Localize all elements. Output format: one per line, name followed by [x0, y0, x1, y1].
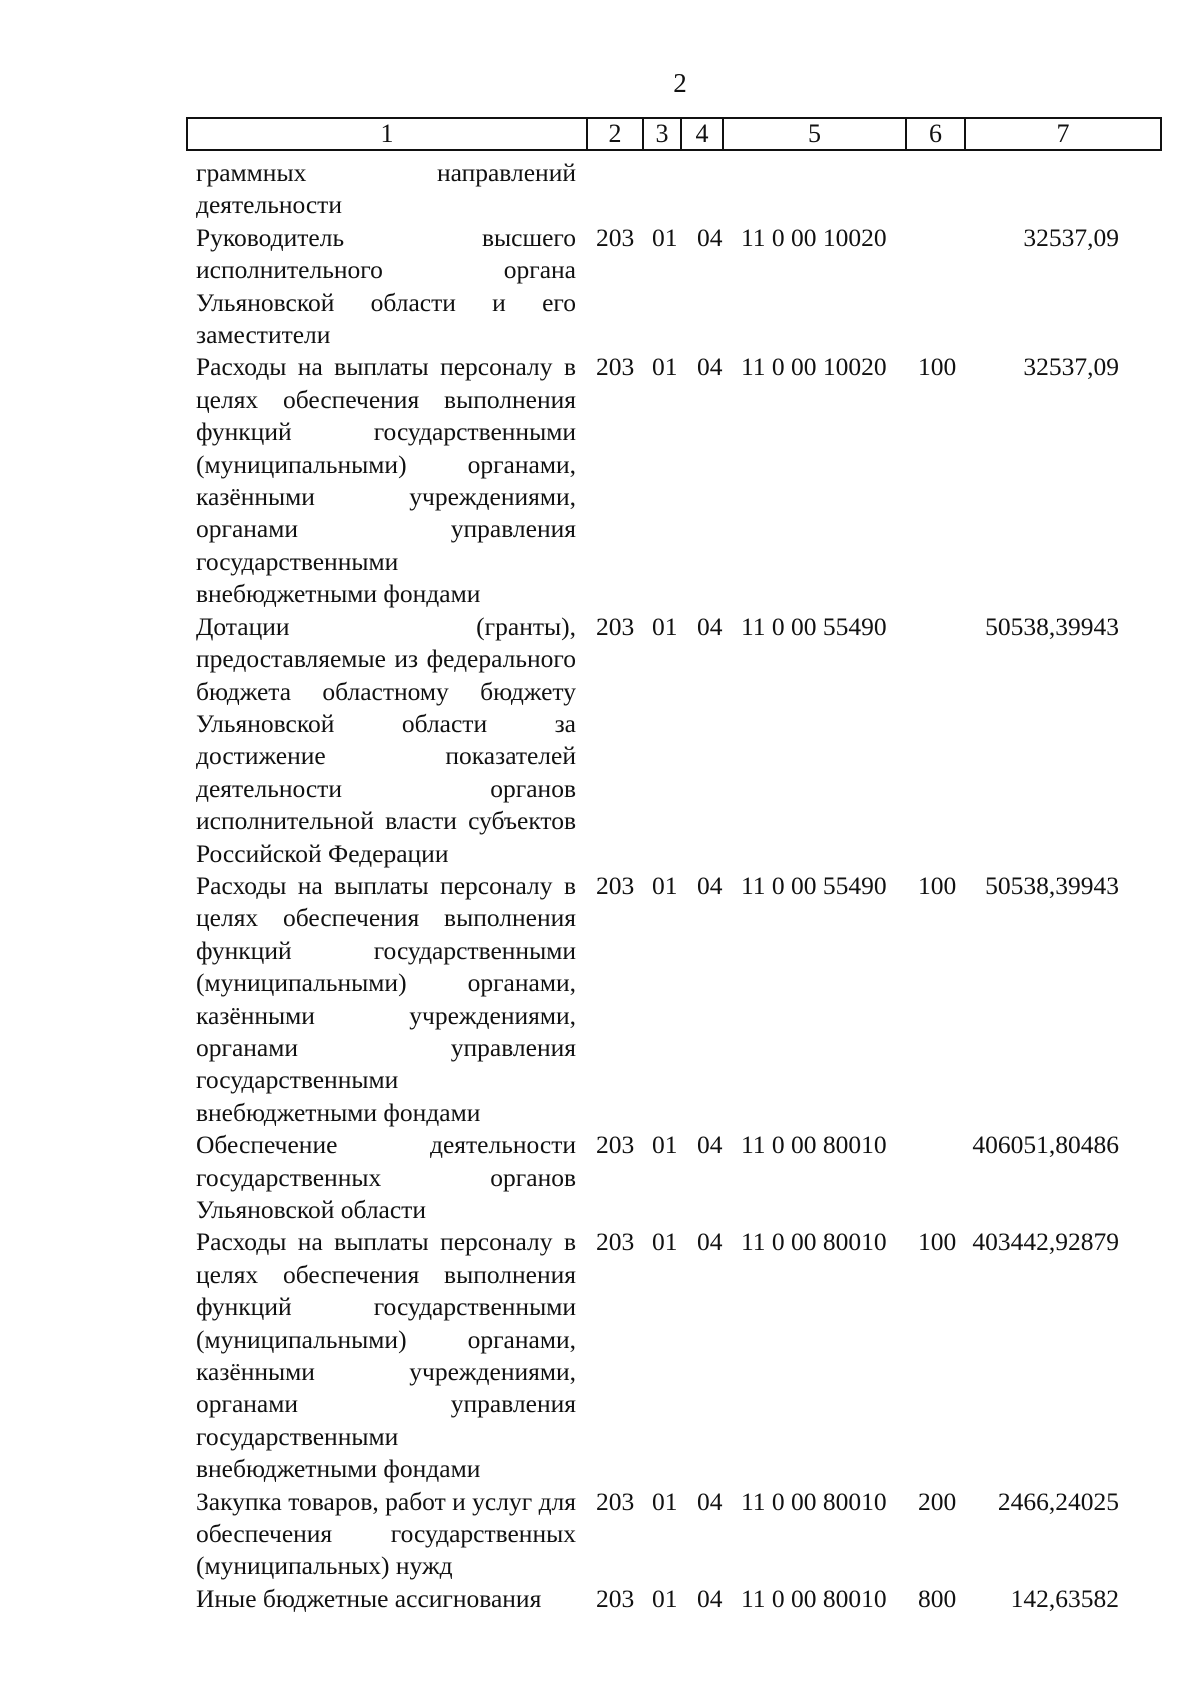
row-code-col2: 203	[596, 352, 635, 382]
row-amount: 32537,09	[1023, 352, 1119, 382]
row-name: Дотации (гранты), предоставляемые из федерального бюджета областному бюджету Ульяновской области за достижение показателей деятельности органов исполнительной власти субъектов Российской Федерации	[196, 611, 576, 868]
row-code-col4: 04	[697, 352, 723, 382]
row-code-col3: 01	[652, 1130, 678, 1160]
row-code-col3: 01	[652, 222, 678, 252]
column-header-5: 5	[723, 118, 906, 150]
column-header-6: 6	[906, 118, 965, 150]
row-name: Иные бюджетные ассигнования	[196, 1583, 542, 1613]
row-code-col5: 11 0 00 80010	[741, 1583, 887, 1613]
row-amount: 50538,39943	[985, 870, 1119, 900]
row-code-col4: 04	[697, 611, 723, 641]
row-code-col5: 11 0 00 10020	[741, 222, 887, 252]
row-name: Расходы на выплаты персоналу в целях обеспечения выполнения функций государственными (муниципальными) органами, казёнными учреждениями, органами управления государственными внебюджетными фондами	[196, 1227, 576, 1484]
row-name: Закупка товаров, работ и услуг для обеспечения государственных (муниципальных) нужд	[196, 1486, 576, 1581]
row-code-col5: 11 0 00 55490	[741, 611, 887, 641]
row-code-col2: 203	[596, 1486, 635, 1516]
budget-rows	[0, 157, 1200, 1615]
row-code-col2: 203	[596, 222, 635, 252]
row-code-col4: 04	[697, 1583, 723, 1613]
row-code-col6: 800	[918, 1583, 957, 1613]
row-amount: 406051,80486	[972, 1130, 1119, 1160]
row-code-col2: 203	[596, 611, 635, 641]
column-header-row	[187, 118, 1161, 150]
row-name: Расходы на выплаты персоналу в целях обеспечения выполнения функций государственными (муниципальными) органами, казёнными учреждениями, органами управления государственными внебюджетными фондами	[196, 870, 576, 1127]
row-code-col5: 11 0 00 10020	[741, 352, 887, 382]
column-header-table	[186, 117, 1162, 151]
row-code-col6: 100	[918, 1227, 957, 1257]
row-code-col2: 203	[596, 1227, 635, 1257]
row-code-col5: 11 0 00 55490	[741, 870, 887, 900]
row-code-col3: 01	[652, 1486, 678, 1516]
row-code-col3: 01	[652, 1583, 678, 1613]
row-code-col2: 203	[596, 1130, 635, 1160]
row-code-col6: 100	[918, 870, 957, 900]
column-header-3: 3	[643, 118, 681, 150]
row-name: Обеспечение деятельности государственных органов Ульяновской области	[196, 1130, 576, 1224]
column-header-2: 2	[587, 118, 643, 150]
row-code-col4: 04	[697, 1486, 723, 1516]
row-code-col4: 04	[697, 222, 723, 252]
table-row	[0, 1583, 1200, 1615]
row-code-col5: 11 0 00 80010	[741, 1227, 887, 1257]
row-amount: 32537,09	[1023, 222, 1119, 252]
row-code-col3: 01	[652, 870, 678, 900]
table-row	[0, 157, 1200, 222]
column-header-4: 4	[681, 118, 723, 150]
row-code-col2: 203	[596, 1583, 635, 1613]
row-amount: 2466,24025	[997, 1486, 1119, 1516]
row-code-col4: 04	[697, 1227, 723, 1257]
table-row	[0, 1226, 1200, 1485]
row-code-col5: 11 0 00 80010	[741, 1486, 887, 1516]
row-code-col3: 01	[652, 611, 678, 641]
row-name: Расходы на выплаты персоналу в целях обеспечения выполнения функций государственными (муниципальными) органами, казёнными учреждениями, органами управления государственными внебюджетными фондами	[196, 352, 576, 609]
row-name: Руководитель высшего исполнительного органа Ульяновской области и его заместители	[196, 222, 576, 350]
row-code-col3: 01	[652, 352, 678, 382]
table-row	[0, 870, 1200, 1129]
page-number: 2	[673, 68, 687, 98]
column-header-1: 1	[187, 118, 587, 150]
table-row	[0, 1486, 1200, 1583]
row-code-col3: 01	[652, 1227, 678, 1257]
row-code-col2: 203	[596, 870, 635, 900]
table-row	[0, 351, 1200, 610]
table-row	[0, 611, 1200, 870]
row-amount: 403442,92879	[972, 1227, 1119, 1257]
column-header-7: 7	[965, 118, 1161, 150]
row-name: граммных направлений деятельности	[196, 158, 576, 220]
table-row	[0, 1129, 1200, 1226]
row-amount: 142,63582	[1010, 1583, 1119, 1613]
row-code-col6: 200	[918, 1486, 957, 1516]
table-row	[0, 222, 1200, 352]
row-code-col4: 04	[697, 870, 723, 900]
row-code-col6: 100	[918, 352, 957, 382]
row-amount: 50538,39943	[985, 611, 1119, 641]
row-code-col5: 11 0 00 80010	[741, 1130, 887, 1160]
row-code-col4: 04	[697, 1130, 723, 1160]
